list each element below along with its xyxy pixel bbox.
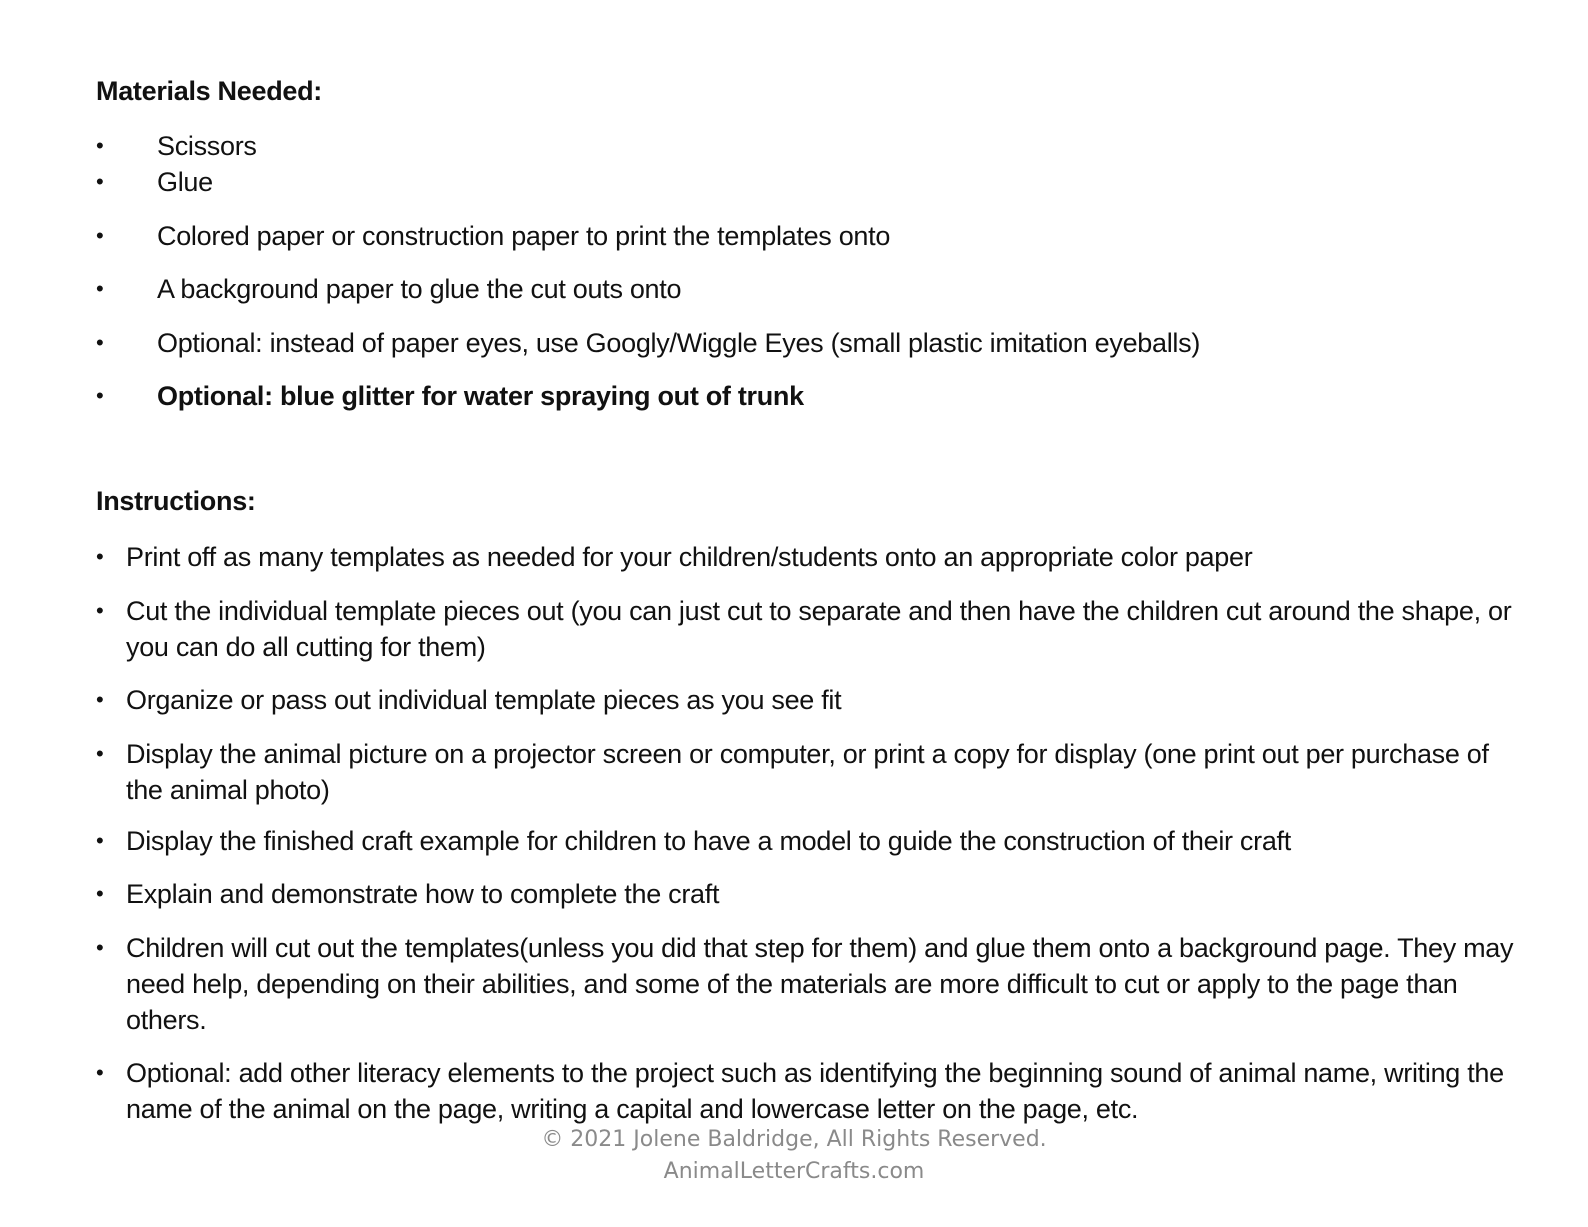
bullet-icon: • [96, 276, 104, 301]
material-text: A background paper to glue the cut outs onto [157, 274, 682, 304]
list-item [96, 593, 1516, 665]
list-item [96, 930, 1516, 1038]
instructions-heading: Instructions: [96, 486, 256, 516]
bullet-icon: • [96, 133, 104, 158]
instruction-text: Print off as many templates as needed for your children/students onto an appropriate color paper [126, 542, 1253, 572]
list-item [96, 539, 1516, 575]
instruction-text: Display the finished craft example for children to have a model to guide the construction of their craft [126, 826, 1291, 856]
list-item [96, 876, 1516, 912]
bullet-icon: • [96, 544, 104, 569]
instruction-text: Display the animal picture on a projector screen or computer, or print a copy for display (one print out per purchase of the animal photo) [126, 739, 1489, 805]
bullet-icon: • [96, 881, 104, 906]
footer-site-url: AnimalLetterCrafts.com [663, 1159, 925, 1184]
list-item [96, 736, 1516, 808]
bullet-icon: • [96, 828, 104, 853]
instruction-text: Optional: add other literacy elements to the project such as identifying the beginning sound of animal name, writing the name of the animal on the page, writing a capital and lowercase letter on the page, etc. [126, 1058, 1504, 1124]
material-text: Optional: instead of paper eyes, use Googly/Wiggle Eyes (small plastic imitation eyeballs) [157, 328, 1201, 358]
materials-heading: Materials Needed: [96, 76, 322, 106]
bullet-icon: • [96, 1060, 104, 1085]
bullet-icon: • [96, 741, 104, 766]
instruction-text: Organize or pass out individual template pieces as you see fit [126, 685, 842, 715]
material-text: Glue [157, 167, 213, 197]
bullet-icon: • [96, 935, 104, 960]
material-text: Optional: blue glitter for water spraying out of trunk [157, 381, 804, 411]
list-item [96, 682, 1516, 718]
instruction-text: Explain and demonstrate how to complete the craft [126, 879, 720, 909]
bullet-icon: • [96, 687, 104, 712]
material-text: Scissors [157, 131, 257, 161]
list-item [96, 1055, 1516, 1127]
instruction-text: Children will cut out the templates(unless you did that step for them) and glue them onto a background page. They may need help, depending on their abilities, and some of the materials are more difficult to cut or apply to the page than others. [126, 933, 1514, 1035]
bullet-icon: • [96, 330, 104, 355]
bullet-icon: • [96, 169, 104, 194]
list-item [96, 823, 1516, 859]
bullet-icon: • [96, 383, 104, 408]
material-text: Colored paper or construction paper to print the templates onto [157, 221, 891, 251]
instruction-text: Cut the individual template pieces out (you can just cut to separate and then have the children cut around the shape, or you can do all cutting for them) [126, 596, 1512, 662]
bullet-icon: • [96, 223, 104, 248]
bullet-icon: • [96, 598, 104, 623]
footer-copyright: © 2021 Jolene Baldridge, All Rights Reserved. [541, 1127, 1047, 1152]
